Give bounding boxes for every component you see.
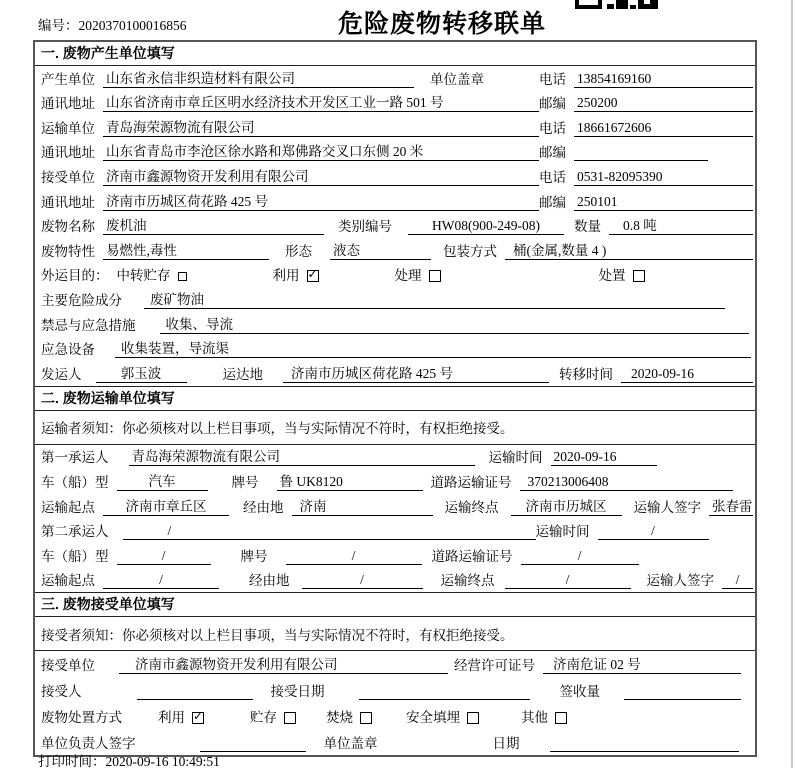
carrier2-vehicle-value: /	[117, 548, 211, 565]
serial-label: 编号：	[38, 18, 79, 33]
carrier2-value: /	[123, 523, 536, 540]
transfer-purpose-row	[35, 263, 755, 288]
disposal-label: 废物处置方式	[41, 710, 122, 726]
transport-time-label: 运输时间	[488, 450, 543, 466]
waste-name-label: 废物名称	[41, 219, 95, 235]
carrier1-route-row	[35, 494, 755, 519]
carrier1-sign-value: 张春雷	[709, 495, 753, 516]
receiver-label: 接受单位	[41, 169, 95, 185]
consignor-label: 发运人	[41, 366, 82, 382]
packing-label: 包装方式	[443, 243, 497, 259]
producer-address-row	[35, 91, 755, 116]
hazard-value: 废矿物油	[144, 288, 725, 309]
head-sign-label: 单位负责人签字	[41, 736, 136, 752]
origin-label: 运输起点	[41, 573, 95, 589]
transporter-label: 运输单位	[41, 120, 95, 136]
producer-postcode-value: 250200	[574, 95, 753, 112]
producer-row	[35, 66, 755, 91]
transporter-notice: 运输者须知：你必须核对以上栏目事项，当与实际情况不符时，有权拒绝接受。	[35, 411, 755, 445]
traits-label: 废物特性	[41, 243, 95, 259]
carrier2-time-value: /	[598, 523, 709, 540]
purpose-use-label: 利用	[272, 268, 300, 284]
carrier2-sign-value: /	[722, 572, 753, 589]
consignor-row	[35, 361, 755, 386]
carrier2-origin-value: /	[103, 572, 219, 589]
purpose-dispose-checkbox	[633, 270, 645, 282]
carrier2-plate-value: /	[286, 548, 422, 565]
equipment-row	[35, 337, 755, 362]
disposal-method-row	[35, 703, 755, 729]
category-label: 类别编号	[338, 219, 392, 235]
address-label: 通讯地址	[41, 96, 95, 112]
receiver-address-value: 济南市历城区荷花路 425 号	[103, 190, 539, 211]
producer-address-value: 山东省济南市章丘区明水经济技术开发区工业一路 501 号	[103, 91, 539, 112]
acceptor-value	[137, 699, 253, 700]
receiver-phone-value: 0531-82095390	[574, 169, 753, 186]
carrier2-via-value: /	[302, 572, 423, 589]
carrier2-row	[35, 519, 755, 544]
transfer-date-value: 2020-09-16	[621, 366, 753, 383]
acceptor-label: 接受人	[41, 684, 82, 700]
permit-label: 经营许可证号	[454, 658, 535, 674]
accept-unit-row	[35, 651, 755, 677]
carrier-sign-label: 运输人签字	[633, 499, 701, 515]
road-license-label: 道路运输证号	[430, 474, 512, 490]
unit-seal-label: 单位盖章	[430, 71, 484, 87]
disposal-landfill-label: 安全填埋	[406, 710, 460, 726]
disposal-use-label: 利用	[158, 710, 185, 726]
receiver-value: 济南市鑫源物资开发利用有限公司	[103, 165, 539, 186]
carrier1-via-value: 济南	[292, 495, 433, 516]
address-label: 通讯地址	[41, 194, 95, 210]
carrier2-route-row	[35, 568, 755, 593]
carrier-sign-label: 运输人签字	[646, 573, 714, 589]
qr-code-fragment	[575, 0, 660, 9]
purpose-transit-checkbox	[178, 272, 187, 281]
phone-label: 电话	[539, 120, 566, 136]
via-label: 经由地	[249, 573, 290, 589]
receiver-address-row	[35, 189, 755, 214]
transporter-address-row	[35, 140, 755, 165]
date-label: 日期	[492, 736, 520, 752]
waste-traits-row	[35, 238, 755, 263]
form-value: 液态	[330, 239, 431, 260]
postcode-label: 邮编	[539, 96, 566, 112]
emergency-label: 禁忌与应急措施	[41, 317, 136, 333]
carrier1-value: 青岛海荣源物流有限公司	[129, 445, 475, 466]
destination-label: 运达地	[222, 366, 263, 382]
date-value	[550, 751, 740, 752]
plate-label: 牌号	[240, 548, 268, 564]
quantity-value: 0.8 吨	[609, 214, 753, 235]
postcode-label: 邮编	[539, 145, 566, 161]
transporter-postcode-value	[574, 160, 708, 161]
section2-heading: 二. 废物运输单位填写	[35, 386, 755, 411]
end-label: 运输终点	[444, 499, 499, 515]
consignor-value: 郭玉波	[96, 362, 187, 383]
purpose-use-checkbox	[307, 270, 319, 282]
qr-finder-square	[575, 0, 602, 9]
hazard-row	[35, 287, 755, 312]
producer-phone-value: 13854169160	[574, 71, 753, 88]
print-time-label: 打印时间：	[38, 754, 106, 768]
section3-heading: 三. 废物接受单位填写	[35, 592, 755, 617]
waste-name-row	[35, 214, 755, 239]
carrier1-label: 第一承运人	[41, 450, 109, 466]
road-license-label: 道路运输证号	[431, 548, 513, 564]
carrier1-origin-value: 济南市章丘区	[103, 495, 229, 516]
section1-heading: 一. 废物产生单位填写	[35, 42, 755, 66]
emergency-value: 收集、导流	[160, 313, 750, 334]
plate-label: 牌号	[231, 474, 259, 490]
carrier2-label: 第二承运人	[41, 524, 109, 540]
disposal-landfill-checkbox	[467, 712, 479, 724]
vehicle-type-label: 车（船）型	[41, 548, 109, 564]
purpose-label: 外运目的：	[41, 268, 109, 284]
received-qty-label: 签收量	[559, 684, 600, 700]
form-label: 形态	[285, 243, 312, 259]
print-time	[38, 750, 220, 768]
phone-label: 电话	[539, 71, 566, 87]
transport-time-label: 运输时间	[535, 524, 590, 540]
disposal-burn-checkbox	[360, 712, 372, 724]
purpose-treat-checkbox	[429, 270, 441, 282]
print-time-value: 2020-09-16 10:49:51	[105, 754, 220, 768]
disposal-other-checkbox	[555, 712, 567, 724]
accept-date-value	[359, 699, 530, 700]
producer-label: 产生单位	[41, 71, 95, 87]
disposal-store-label: 贮存	[250, 710, 277, 726]
manifest-table	[33, 40, 757, 757]
carrier1-license-value: 370213006408	[520, 474, 734, 491]
disposal-use-checkbox	[192, 712, 204, 724]
transporter-row	[35, 115, 755, 140]
acceptor-row	[35, 677, 755, 703]
phone-label: 电话	[539, 169, 566, 185]
purpose-treat-label: 处理	[394, 268, 422, 284]
equipment-label: 应急设备	[41, 342, 95, 358]
carrier2-vehicle-row	[35, 543, 755, 568]
transfer-date-label: 转移时间	[559, 366, 613, 382]
permit-value: 济南危证 02 号	[543, 653, 741, 674]
page-title: 危险废物转移联单	[337, 10, 546, 38]
transporter-phone-value: 18661672606	[574, 120, 753, 137]
disposal-store-checkbox	[284, 712, 296, 724]
carrier2-end-value: /	[505, 572, 631, 589]
traits-value: 易燃性,毒性	[103, 239, 269, 260]
carrier1-row	[35, 445, 755, 470]
carrier1-vehicle-value: 汽车	[117, 470, 208, 491]
receiver-notice: 接受者须知：你必须核对以上栏目事项，当与实际情况不符时，有权拒绝接受。	[35, 617, 755, 651]
receiver-postcode-value: 250101	[574, 194, 753, 211]
postcode-label: 邮编	[539, 194, 566, 210]
origin-label: 运输起点	[41, 499, 95, 515]
carrier1-end-value: 济南市历城区	[511, 495, 622, 516]
via-label: 经由地	[243, 499, 284, 515]
accept-unit-value: 济南市鑫源物资开发利用有限公司	[119, 653, 448, 674]
transporter-address-value: 山东省青岛市李沧区徐水路和郑佛路交叉口东侧 20 米	[103, 140, 539, 161]
carrier1-vehicle-row	[35, 469, 755, 494]
serial-value: 2020370100016856	[78, 18, 187, 33]
packing-value: 桶(金属,数量 4 )	[505, 239, 753, 260]
waste-name-value: 废机油	[103, 214, 324, 235]
quantity-label: 数量	[574, 219, 601, 235]
disposal-other-label: 其他	[521, 710, 548, 726]
address-label: 通讯地址	[41, 145, 95, 161]
purpose-dispose-label: 处置	[598, 268, 626, 284]
carrier1-time-value: 2020-09-16	[551, 449, 657, 466]
accept-date-label: 接受日期	[270, 684, 325, 700]
disposal-burn-label: 焚烧	[326, 710, 353, 726]
unit-seal-label: 单位盖章	[323, 736, 378, 752]
hazard-label: 主要危险成分	[41, 292, 122, 308]
received-qty-value	[624, 699, 741, 700]
page-edge-line	[791, 0, 793, 768]
purpose-transit-label: 中转贮存	[116, 268, 171, 284]
receiver-row	[35, 164, 755, 189]
end-label: 运输终点	[440, 573, 495, 589]
category-value: HW08(900-249-08)	[408, 218, 564, 235]
vehicle-type-label: 车（船）型	[41, 474, 109, 490]
producer-value: 山东省永信非织造材料有限公司	[103, 67, 414, 88]
equipment-value: 收集装置，导流渠	[115, 337, 751, 358]
carrier2-license-value: /	[521, 548, 639, 565]
accept-unit-label: 接受单位	[41, 658, 95, 674]
destination-value: 济南市历城区荷花路 425 号	[283, 362, 549, 383]
carrier1-plate-value: 鲁 UK8120	[277, 470, 423, 491]
transporter-value: 青岛海荣源物流有限公司	[103, 116, 539, 137]
emergency-row	[35, 312, 755, 337]
